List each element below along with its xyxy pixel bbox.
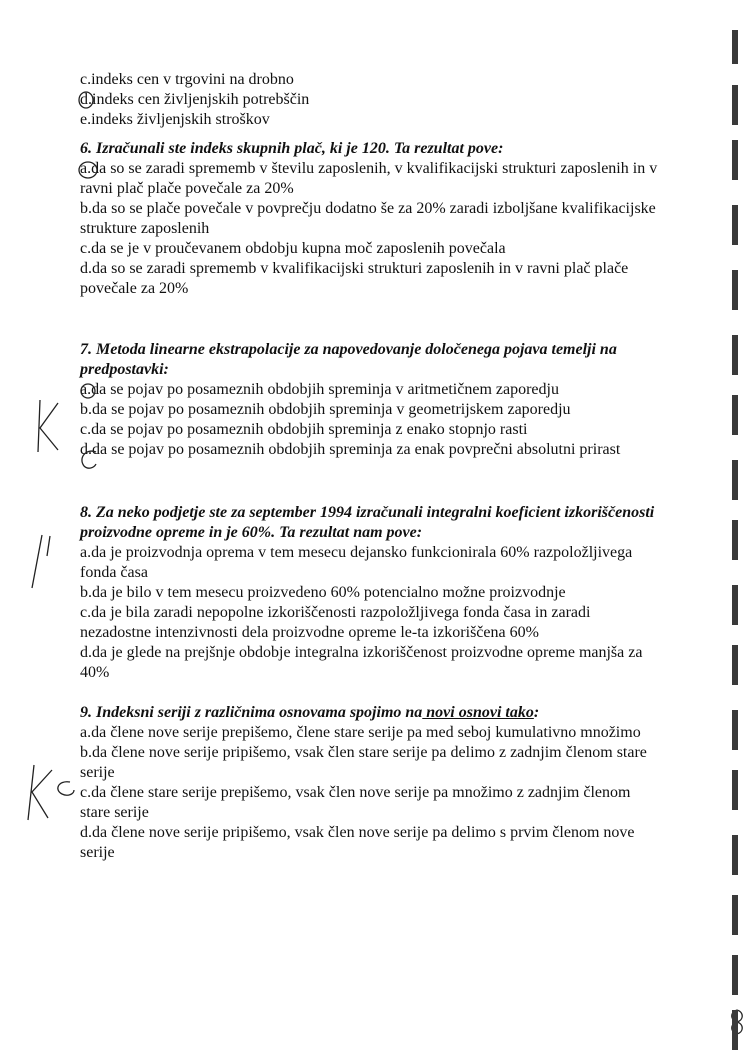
- q7-option-c: c.da se pojav po posameznih obdobjih spreminja z enako stopnjo rasti: [80, 421, 528, 438]
- q8-option-a: a.da je proizvodnja oprema v tem mesecu dejansko funkcionirala 60% razpoložljivega fonda časa: [80, 544, 633, 581]
- q6-title: 6. Izračunali ste indeks skupnih plač, ki je 120. Ta rezultat pove:: [80, 140, 504, 157]
- spiral-binding: [720, 0, 750, 1061]
- question-9: [80, 703, 660, 863]
- q6-option-b: b.da so se plače povečale v povprečju dodatno še za 20% zaradi izboljšane kvalifikacijske strukture zaposlenih: [80, 200, 656, 237]
- q9-option-b: b.da člene nove serije pripišemo, vsak člen stare serije pa delimo z zadnjim členom stare serije: [80, 744, 647, 781]
- q7-title: 7. Metoda linearne ekstrapolacije za napovedovanje določenega pojava temelji na predpostavki:: [80, 341, 617, 378]
- question-8: [80, 503, 660, 683]
- k-mark-q9: [28, 765, 52, 820]
- question-6: [80, 139, 660, 299]
- q8-title: 8. Za neko podjetje ste za september 1994 izračunali integralni koeficient izkoriščenosti proizvodne opreme in je 60%. Ta rezultat nam pove:: [80, 504, 655, 541]
- question-5-options: [80, 70, 660, 130]
- question-7: [80, 340, 660, 460]
- q7-option-d: d.da se pojav po posameznih obdobjih spreminja za enak povprečni absolutni prirast: [80, 441, 621, 458]
- q8-option-b: b.da je bilo v tem mesecu proizvedeno 60% potencialno možne proizvodnje: [80, 584, 566, 601]
- slash-mark-q8: [32, 535, 50, 588]
- q9-option-a: a.da člene nove serije prepišemo, člene stare serije pa med seboj kumulativno množimo: [80, 724, 641, 741]
- answer-circle-q9-b: [58, 782, 74, 795]
- q9-title: [80, 703, 660, 723]
- q9-option-d: d.da člene nove serije pripišemo, vsak člen nove serije pa delimo s prvim členom nove serije: [80, 824, 635, 861]
- q6-option-c: c.da se je v proučevanem obdobju kupna moč zaposlenih povečala: [80, 240, 506, 257]
- q8-option-c: c.da je bila zaradi nepopolne izkoriščenosti razpoložljivega fonda časa in zaradi nezadostne intenzivnosti dela proizvodne opreme le-ta izkoriščena 60%: [80, 604, 591, 641]
- q8-option-d: d.da je glede na prejšnje obdobje integralna izkoriščenost proizvodne opreme manjša za 40%: [80, 644, 643, 681]
- q5-option-e: e.indeks življenjskih stroškov: [80, 111, 270, 128]
- q9-option-c: c.da člene stare serije prepišemo, vsak člen nove serije pa množimo z zadnjim členom stare serije: [80, 784, 631, 821]
- q5-option-c: c.indeks cen v trgovini na drobno: [80, 71, 294, 88]
- q5-option-d: d.indeks cen življenjskih potrebščin: [80, 91, 310, 108]
- q9-title-start: 9. Indeksni seriji z različnima osnovama spojimo na: [80, 704, 423, 721]
- q6-option-d: d.da so se zaradi sprememb v kvalifikacijski strukturi zaposlenih in v ravni plač plače povečale za 20%: [80, 260, 629, 297]
- q9-title-underlined: novi osnovi tako: [422, 704, 534, 721]
- q9-title-end: :: [533, 704, 540, 721]
- q7-option-b: b.da se pojav po posameznih obdobjih spreminja v geometrijskem zaporedju: [80, 401, 571, 418]
- q6-option-a: a.da so se zaradi sprememb v številu zaposlenih, v kvalifikacijski strukturi zaposlenih in v ravni plač plače povečale za 20%: [80, 160, 658, 197]
- q7-option-a: a.da se pojav po posameznih obdobjih spreminja v aritmetičnem zaporedju: [80, 381, 559, 398]
- k-mark-q7: [38, 400, 58, 452]
